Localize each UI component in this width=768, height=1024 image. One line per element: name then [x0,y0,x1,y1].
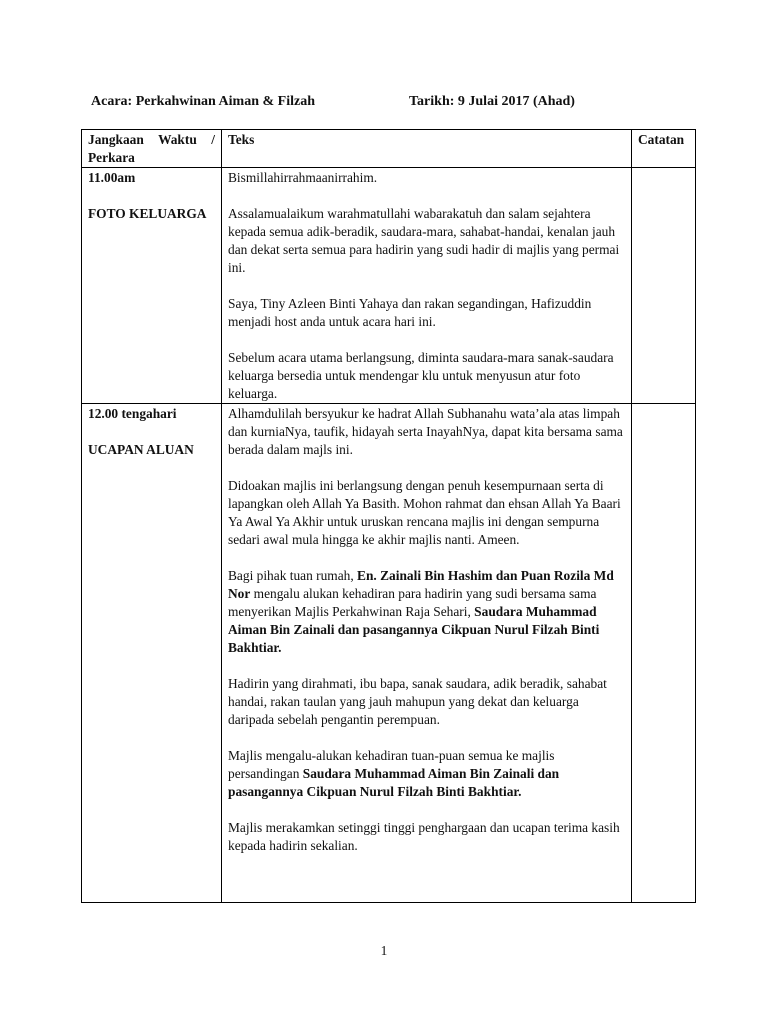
page-number: 1 [380,943,388,958]
couple-names: Saudara Muhammad Aiman Bin Zainali dan pasangannya Cikpuan Nurul Filzah Binti Bakhtiar. [228,604,600,655]
script-paragraph [228,747,627,801]
time-cell [82,404,222,903]
script-cell [222,168,632,404]
script-paragraph: Saya, Tiny Azleen Binti Yahaya dan rakan segandingan, Hafizuddin menjadi host anda untuk acara hari ini. [228,296,592,329]
event-date: Tarikh: 9 Julai 2017 (Ahad) [409,94,575,109]
host-names: En. Zainali Bin Hashim dan Puan Rozila Md Nor [228,568,614,601]
script-text: Bagi pihak tuan rumah, [228,568,358,583]
event-title: Acara: Perkahwinan Aiman & Filzah [91,94,315,109]
table-header-row [82,130,696,168]
column-header-time: Jangkaan Waktu / Perkara [82,130,222,168]
script-paragraph: Didoakan majlis ini berlangsung dengan penuh kesempurnaan serta di lapangkan oleh Allah Ya Basith. Mohon rahmat dan ehsan Allah Ya Baari Ya Awal Ya Akhir untuk uruskan rencana majlis ini dengan sempurna sedari awal mula hingga ke akhir majlis nanti. Ameen. [228,478,621,547]
time-label: 12.00 tengahari [88,406,177,421]
column-header-text: Teks [222,130,632,168]
segment-label: FOTO KELUARGA [88,206,207,221]
script-cell [222,404,632,903]
notes-cell [632,404,696,903]
script-paragraph: Sebelum acara utama berlangsung, diminta saudara-mara sanak-saudara keluarga bersedia untuk mendengar klu untuk menyusun atur foto keluarga. [228,350,614,401]
script-paragraph: Bismillahirrahmaanirrahim. [228,170,378,185]
column-header-notes: Catatan [632,130,696,168]
time-cell [82,168,222,404]
notes-cell [632,168,696,404]
table-row [82,168,696,404]
segment-label: UCAPAN ALUAN [88,442,194,457]
script-paragraph: Hadirin yang dirahmati, ibu bapa, sanak saudara, adik beradik, sahabat handai, rakan taulan yang jauh mahupun yang dekat dan keluarga daripada sebelah pengantin perempuan. [228,676,607,727]
script-text: mengalu alukan kehadiran para hadirin yang sudi bersama sama menyerikan Majlis Perkahwinan Raja Sehari, [228,586,597,619]
script-paragraph: Alhamdulilah bersyukur ke hadrat Allah Subhanahu wata’ala atas limpah dan kurniaNya, taufik, hidayah serta InayahNya, dapat kita bersama sama berada dalam majls ini. [228,406,623,457]
couple-names: Saudara Muhammad Aiman Bin Zainali dan pasangannya Cikpuan Nurul Filzah Binti Bakhtiar. [228,766,560,799]
script-paragraph: Majlis merakamkan setinggi tinggi penghargaan dan ucapan terima kasih kepada hadirin sekalian. [228,820,620,853]
script-text: Majlis mengalu-alukan kehadiran tuan-puan semua ke majlis persandingan [228,748,555,781]
time-label: 11.00am [88,170,136,185]
schedule-table [81,129,696,903]
table-row [82,404,696,903]
script-paragraph [228,567,627,657]
script-paragraph: Assalamualaikum warahmatullahi wabarakatuh dan salam sejahtera kepada semua adik-beradik, saudara-mara, sahabat-handai, kenalan jauh dan dekat serta semua para hadirin yang sudi hadir di majlis yang permai ini. [228,206,620,275]
